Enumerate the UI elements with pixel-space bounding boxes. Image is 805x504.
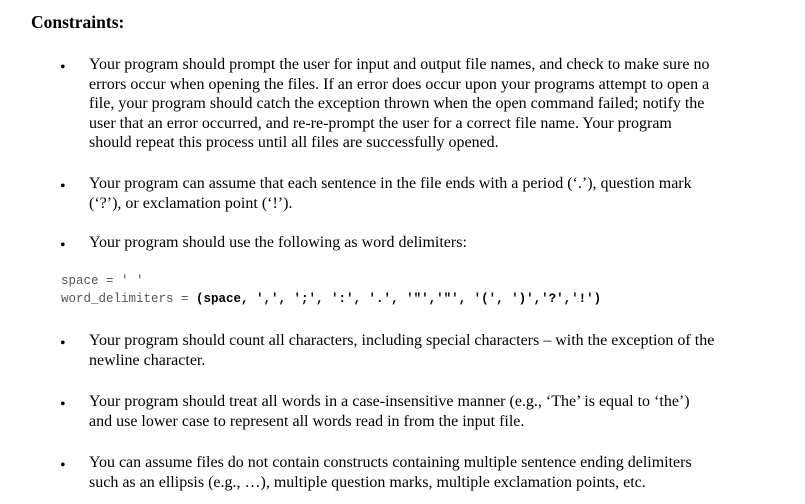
constraint-line: such as an ellipsis (e.g., …), multiple question marks, multiple exclamation points, etc. xyxy=(89,473,646,491)
constraint-line: errors occur when opening the files. If an error does occur upon your programs attempt to open a xyxy=(89,75,710,93)
constraint-item-3 xyxy=(89,233,789,253)
constraint-line: Your program can assume that each sentence in the file ends with a period (‘.’), question mark xyxy=(89,175,692,192)
constraint-line: Your program should use the following as word delimiters: xyxy=(89,234,467,251)
bullet-icon: • xyxy=(60,396,66,413)
bullet-icon: • xyxy=(60,237,66,254)
constraint-item-2 xyxy=(89,174,789,213)
constraint-line: newline character. xyxy=(89,351,206,369)
bullet-icon: • xyxy=(60,59,66,76)
code-line-word-delimiters xyxy=(61,291,601,307)
constraint-item-1 xyxy=(89,55,789,153)
constraint-line: You can assume files do not contain constructs containing multiple sentence ending delimiters xyxy=(89,454,692,471)
constraint-line: and use lower case to represent all words read in from the input file. xyxy=(89,412,525,430)
bullet-icon: • xyxy=(60,457,66,474)
constraint-item-5 xyxy=(89,392,789,431)
constraint-line: Your program should count all characters, including special characters – with the exception of the xyxy=(89,332,715,349)
constraint-line: Your program should prompt the user for input and output file names, and check to make sure no xyxy=(89,56,710,73)
code-line-space: space = ' ' xyxy=(61,274,144,288)
section-heading: Constraints: xyxy=(31,12,125,32)
constraint-item-4 xyxy=(89,331,789,370)
constraint-line: user that an error occurred, and re-re-prompt the user for a correct file name. Your program xyxy=(89,114,672,132)
constraint-line: (‘?’), or exclamation point (‘!’). xyxy=(89,194,293,212)
bullet-icon: • xyxy=(60,178,66,195)
constraint-line: should repeat this process until all files are successfully opened. xyxy=(89,134,499,151)
bullet-icon: • xyxy=(60,335,66,352)
constraint-line: Your program should treat all words in a case-insensitive manner (e.g., ‘The’ is equal to ‘the’) xyxy=(89,393,690,410)
constraint-item-6 xyxy=(89,453,789,492)
constraint-line: file, your program should catch the exception thrown when the open command failed; notify the xyxy=(89,95,705,112)
code-assignment: word_delimiters = xyxy=(61,292,197,306)
code-tuple: (space, ',', ';', ':', '.', '"','"', '(', ')','?','!') xyxy=(196,292,602,306)
